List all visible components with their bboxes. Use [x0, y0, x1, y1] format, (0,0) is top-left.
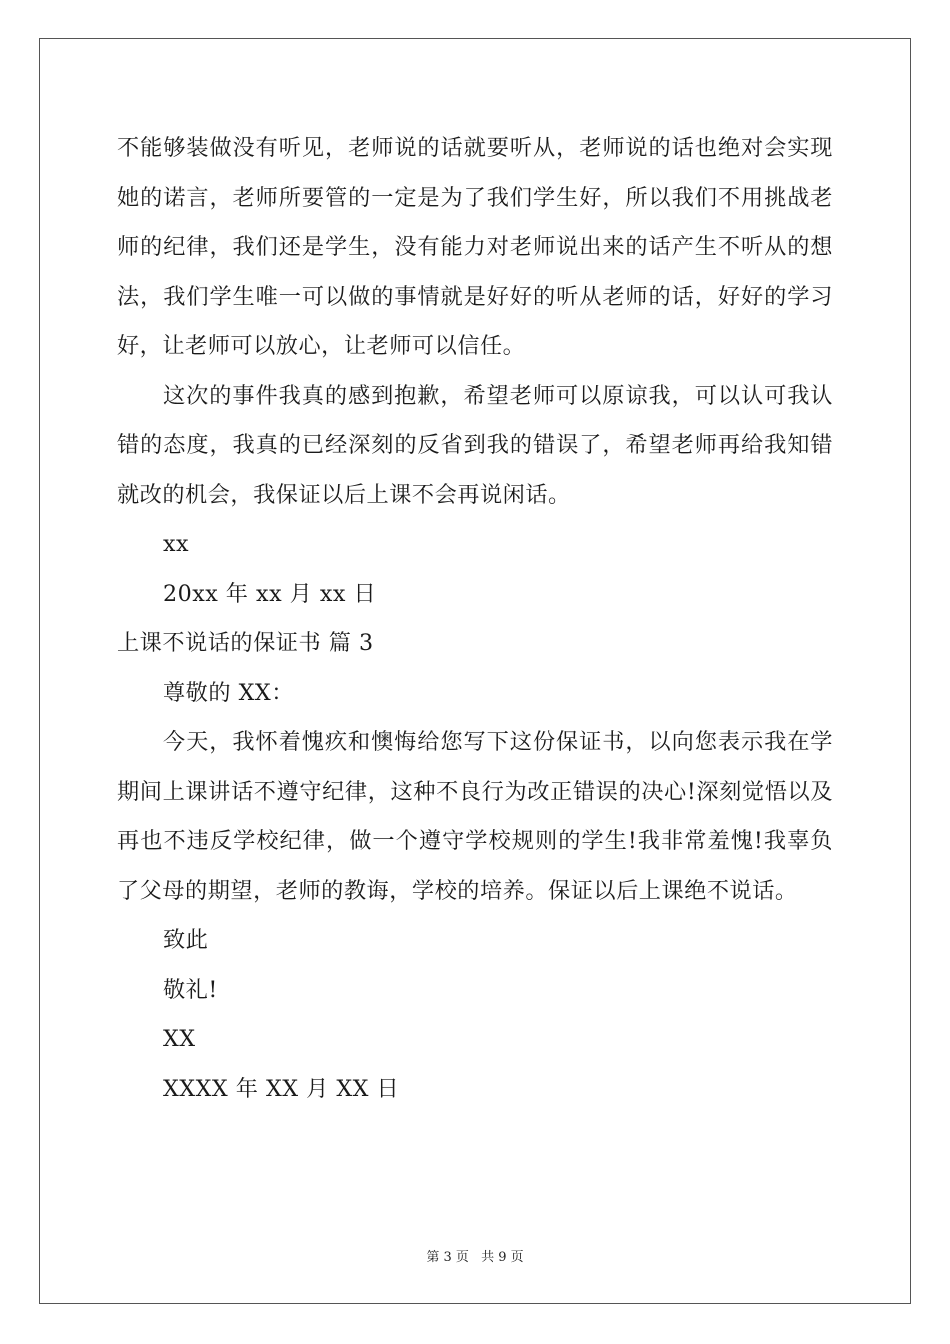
section-heading: 上课不说话的保证书 篇 3 — [117, 630, 374, 656]
salutation: 尊敬的 XX： — [163, 679, 294, 706]
signature-name-2: XX — [163, 1026, 196, 1052]
paragraph-pledge: 今天，我怀着愧疚和懊悔给您写下这份保证书，以向您表示我在学期间上课讲话不遵守纪律，这种不良行为改正错误的决心!深刻觉悟以及再也不违反学校纪律，做一个遵守学校规则的学生!我非常羞愧!我辜负了父母的期望，老师的教诲，学校的培养。保证以后上课绝不说话。 — [117, 729, 833, 904]
signature-date-2: XXXX 年 XX 月 XX 日 — [163, 1075, 400, 1102]
page-number: 第 3 页 — [426, 1250, 469, 1265]
page-footer — [0, 1246, 950, 1265]
document-body — [117, 124, 833, 1114]
signature-date: 20xx 年 xx 月 xx 日 — [163, 580, 377, 607]
closing-line-1: 致此 — [163, 927, 209, 953]
closing-line-2: 敬礼! — [163, 976, 218, 1003]
signature-name: xx — [163, 531, 190, 557]
paragraph-apology: 这次的事件我真的感到抱歉，希望老师可以原谅我，可以认可我认错的态度，我真的已经深刻的反省到我的错误了，希望老师再给我知错就改的机会，我保证以后上课不会再说闲话。 — [117, 382, 833, 508]
paragraph-continued: 不能够装做没有听见，老师说的话就要听从，老师说的话也绝对会实现她的诺言，老师所要管的一定是为了我们学生好，所以我们不用挑战老师的纪律，我们还是学生，没有能力对老师说出来的话产生不听从的想法，我们学生唯一可以做的事情就是好好的听从老师的话，好好的学习好，让老师可以放心，让老师可以信任。 — [117, 135, 833, 359]
page-total: 共 9 页 — [481, 1250, 524, 1265]
